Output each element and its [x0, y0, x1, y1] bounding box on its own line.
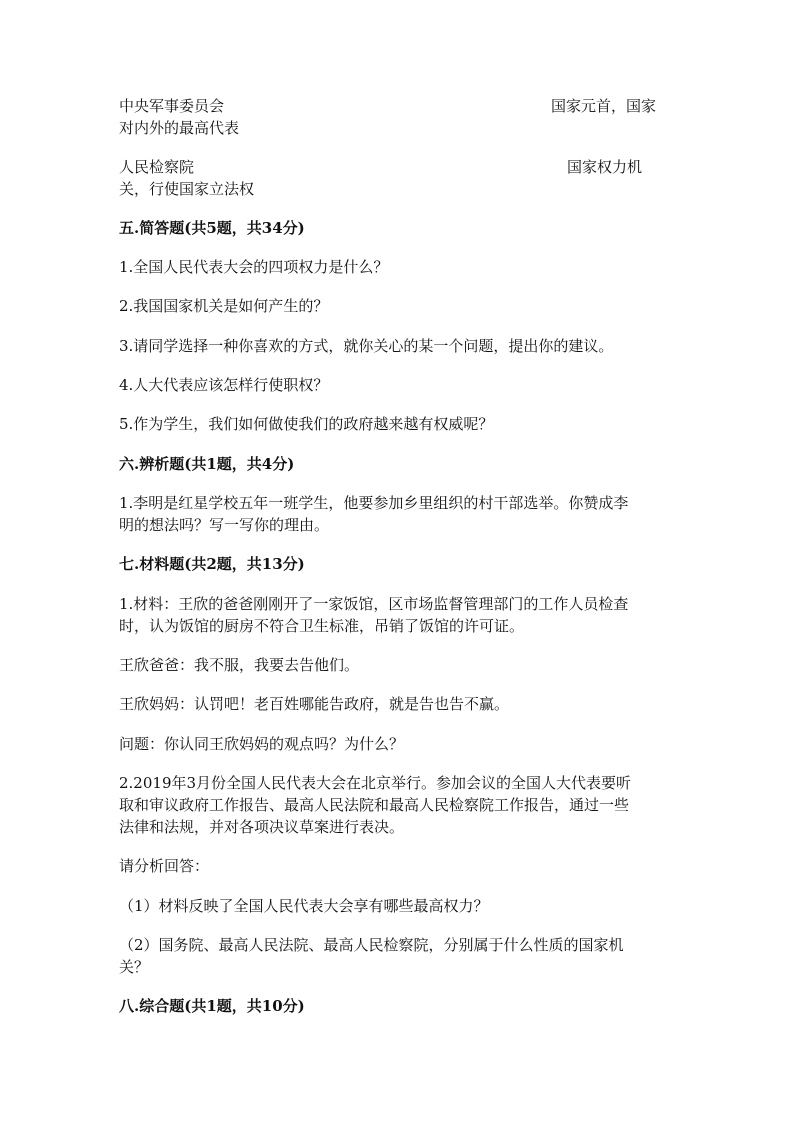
match-row-right: 国家元首，国家 [551, 97, 657, 115]
question-line: 1.李明是红星学校五年一班学生，他要参加乡里组织的村干部选举。你赞成李 [119, 494, 629, 512]
section-heading-short-answer: 五.简答题(共5题，共34分) [119, 219, 305, 237]
material-line: 取和审议政府工作报告、最高人民法院和最高人民检察院工作报告，通过一些 [119, 796, 630, 814]
dialog-line: 王欣妈妈：认罚吧！老百姓哪能告政府，就是告也告不赢。 [119, 695, 510, 713]
question-item: 2.我国国家机关是如何产生的？ [119, 297, 329, 315]
section-heading-material: 七.材料题(共2题，共13分) [119, 555, 305, 573]
question-line: 问题：你认同王欣妈妈的观点吗？为什么？ [119, 735, 405, 753]
match-row-left: 中央军事委员会 [119, 97, 225, 115]
section-heading-analysis: 六.辨析题(共1题，共4分) [119, 455, 295, 473]
section-heading-comprehensive: 八.综合题(共1题，共10分) [119, 997, 305, 1015]
question-item: 5.作为学生，我们如何做使我们的政府越来越有权威呢？ [119, 415, 494, 433]
question-item: 1.全国人民代表大会的四项权力是什么？ [119, 258, 389, 276]
match-row-left: 人民检察院 [119, 158, 195, 176]
sub-question: （1）材料反映了全国人民代表大会享有哪些最高权力？ [119, 897, 489, 915]
sub-question: （2）国务院、最高人民法院、最高人民检察院，分别属于什么性质的国家机 [119, 936, 624, 954]
dialog-line: 王欣爸爸：我不服，我要去告他们。 [119, 656, 360, 674]
question-item: 4.人大代表应该怎样行使职权？ [119, 376, 329, 394]
prompt-line: 请分析回答： [119, 857, 210, 875]
material-line: 时，认为饭馆的厨房不符合卫生标准，吊销了饭馆的许可证。 [119, 617, 525, 635]
question-item: 3.请同学选择一种你喜欢的方式，就你关心的某一个问题，提出你的建议。 [119, 337, 614, 355]
question-line: 明的想法吗？写一写你的理由。 [119, 516, 330, 534]
match-row-continuation: 关，行使国家立法权 [119, 180, 255, 198]
material-line: 法律和法规，并对各项决议草案进行表决。 [119, 818, 405, 836]
material-line: 2.2019年3月份全国人民代表大会在北京举行。参加会议的全国人大代表要听 [119, 774, 632, 792]
match-row-right: 国家权力机 [567, 158, 643, 176]
match-row-continuation: 对内外的最高代表 [119, 119, 240, 137]
material-line: 1.材料：王欣的爸爸刚刚开了一家饭馆，区市场监督管理部门的工作人员检查 [119, 595, 629, 613]
sub-question: 关？ [119, 958, 150, 976]
